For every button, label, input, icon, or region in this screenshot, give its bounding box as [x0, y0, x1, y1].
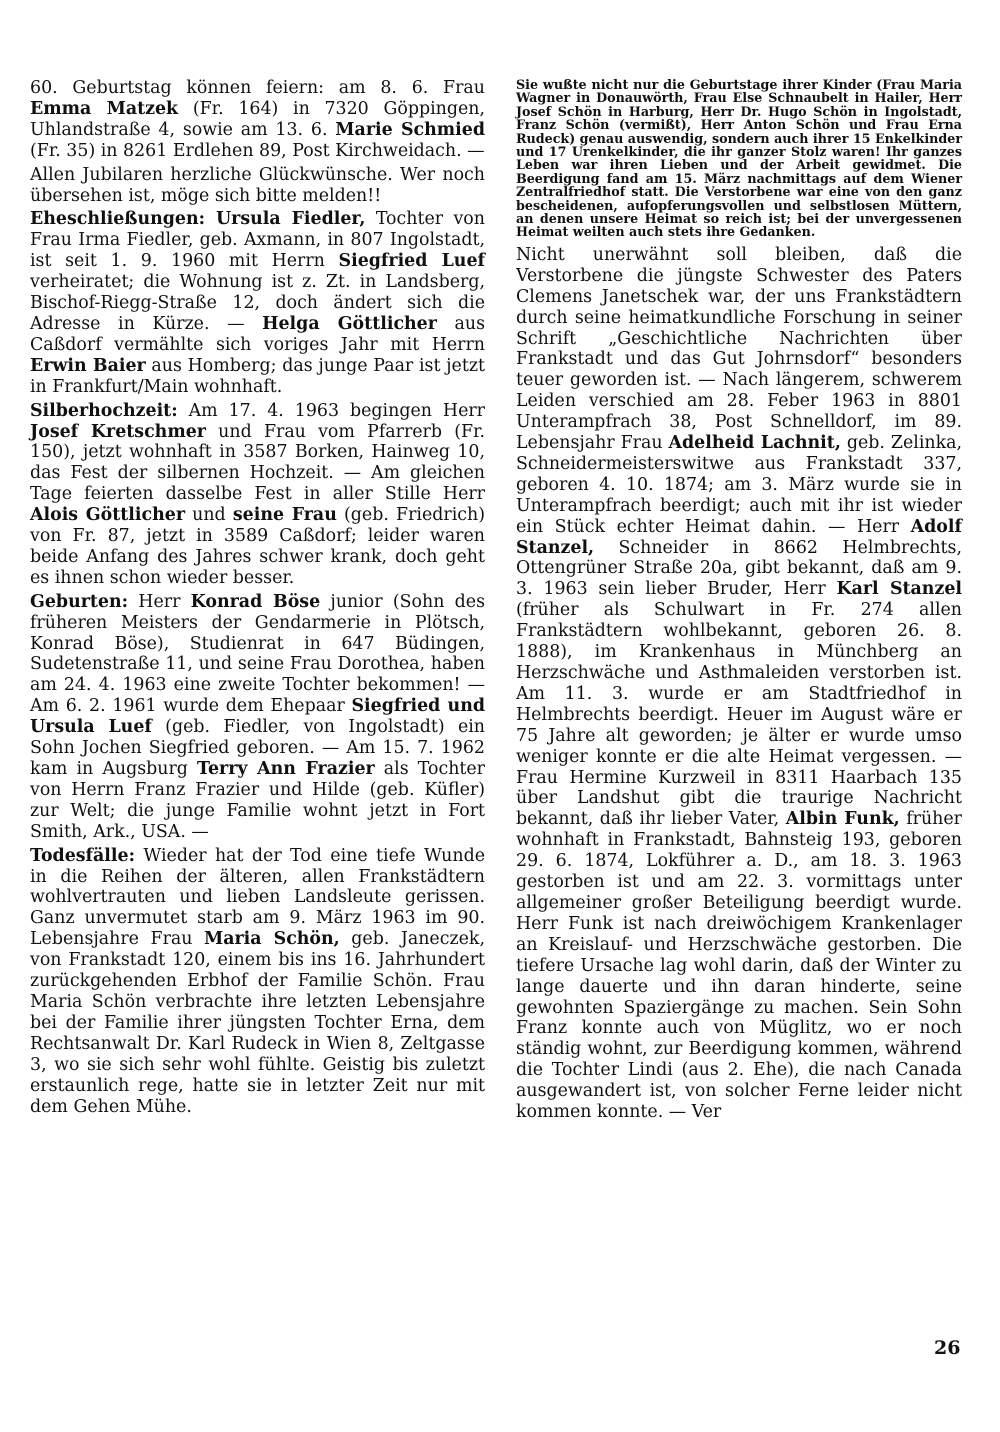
person-name: Marie Schmied: [335, 119, 486, 140]
page-number: 26: [934, 1337, 961, 1359]
person-name: seine Frau: [232, 505, 337, 526]
obituaries-paragraph: Nicht unerwähnt soll bleiben, daß die Verstorbene die jüngste Schwester des Paters Clemens Janetschek war, der uns Frankstädtern durch seine heimatkundliche Forschung in seiner Schrift „Geschichtliche Nachrichten über Frankstadt und das Gut Johrnsdorf“ besonders teuer geworden ist. — Nach längerem, schwerem Leiden verschied am 28. Feber 1963 in 8801 Unterampfrach 38, Post Schnelldorf, im 89. Lebensjahr Frau Adelheid Lachnit, geb. Zelinka, Schneidermeisterswitwe aus Frankstadt 337, geboren 4. 10. 1874; am 3. März wurde sie in Unterampfrach beerdigt; auch mit ihr ist wieder ein Stück echter Heimat dahin. — Herr Adolf Stanzel, Schneider in 8662 Helmbrechts, Ottengrüner Straße 20a, gibt bekannt, daß am 9. 3. 1963 sein lieber Bruder, Herr Karl Stanzel (früher als Schulwart in Fr. 274 allen Frankstädtern wohlbekannt, geboren 26. 8. 1888), im Krankenhaus in Münchberg an Herzschwäche und Asthmaleiden verstorben ist. Am 11. 3. wurde er am Stadtfriedhof in Helmbrechts beerdigt. Heuer im August wäre er 75 Jahre alt geworden; je älter er wurde umso weniger konnte er die alte Heimat vergessen. — Frau Hermine Kurzweil in 8311 Haarbach 135 über Landshut gibt die traurige Nachricht bekannt, daß ihr lieber Vater, Albin Funk, früher wohnhaft in Frankstadt, Bahnsteig 193, geboren 29. 6. 1874, Lokführer a. D., am 18. 3. 1963 gestorben ist und am 22. 3. vormittags unter allgemeiner großer Beteiligung beerdigt wurde. Herr Funk ist nach dreiwöchigem Krankenlager an Kreislauf- und Herzschwäche gestorben. Die tiefere Ursache lag wohl darin, daß der Winter zu lange dauerte und ihn daran hinderte, seine gewohnten Spaziergänge zu machen. Sein Sohn Franz konnte auch von Müglitz, wo er noch ständig wohnt, zur Beerdigung kommen, während die Tochter Lindi (aus 2. Ehe), die nach Canada ausgewandert ist, von solcher Ferne leider nicht kommen konnte. — Ver: [516, 244, 963, 1123]
congratulations-paragraph: Allen Jubilaren herzliche Glückwünsche. Wer noch übersehen ist, möge sich bitte melden!!: [30, 164, 485, 206]
left-column: [30, 78, 485, 1117]
person-name: Siegfried und Ursula Luef: [30, 696, 486, 738]
section-heading: Eheschließungen: Ursula Fiedler,: [30, 209, 366, 230]
right-column: [516, 78, 962, 1123]
person-name: Konrad Böse: [190, 591, 321, 612]
person-name: Albin Funk,: [785, 809, 900, 830]
person-name: Emma Matzek: [30, 98, 179, 119]
deaths-paragraph: Todesfälle: Wieder hat der Tod eine tiefe Wunde in die Reihen der älteren, allen Frankstädtern wohlvertrauten und lieben Landsleute gerissen. Ganz unvermutet starb am 9. März 1963 im 90. Lebensjahre Frau Maria Schön, geb. Janeczek, von Frankstadt 120, einem bis ins 16. Jahrhundert zurückgehenden Erbhof der Familie Schön. Frau Maria Schön verbrachte ihre letzten Lebensjahre bei der Familie ihrer jüngsten Tochter Erna, dem Rechtsanwalt Dr. Karl Rudeck in Wien 8, Zeltgasse 3, wo sie sich sehr wohl fühlte. Geistig bis zuletzt erstaunlich rege, hatte sie in letzter Zeit nur mit dem Gehen Mühe.: [30, 845, 485, 1117]
person-name: Alois Göttlicher: [30, 505, 185, 526]
section-heading: Silberhochzeit:: [30, 400, 178, 421]
person-name: Erwin Baier: [30, 355, 146, 376]
birthday-paragraph: 60. Geburtstag können feiern: am 8. 6. Frau Emma Matzek (Fr. 164) in 7320 Göppingen, Uhlandstraße 4, sowie am 13. 6. Marie Schmied (Fr. 35) in 8261 Erdlehen 89, Post Kirchweidach. —: [30, 78, 486, 161]
person-name: Adelheid Lachnit,: [668, 433, 841, 454]
person-name: Terry Ann Frazier: [197, 759, 375, 779]
person-name: Helga Göttlicher: [262, 313, 437, 334]
person-name: Siegfried Luef: [338, 251, 485, 272]
section-heading: Geburten:: [30, 591, 129, 612]
person-name: Maria Schön,: [204, 929, 340, 950]
person-name: Adolf Stanzel,: [516, 516, 962, 558]
section-heading: Todesfälle:: [30, 845, 136, 866]
births-paragraph: Geburten: Herr Konrad Böse junior (Sohn des früheren Meisters der Gendarmerie in Plötsch, Konrad Böse), Studienrat in 647 Büdingen, Sudetenstraße 11, und seine Frau Dorothea, haben am 24. 4. 1963 eine zweite Tochter bekommen! — Am 6. 2. 1961 wurde dem Ehepaar Siegfried und Ursula Luef (geb. Fiedler, von Ingolstadt) ein Sohn Jochen Siegfried geboren. — Am 15. 7. 1962 kam in Augsburg Terry Ann Frazier als Tochter von Herrn Franz Frazier und Hilde (geb. Küfler) zur Welt; die junge Familie wohnt jetzt in Fort Smith, Ark., USA. —: [30, 591, 486, 842]
marriages-paragraph: Eheschließungen: Ursula Fiedler, Tochter von Frau Irma Fiedler, geb. Axmann, in 807 Ingolstadt, ist seit 1. 9. 1960 mit Herrn Siegfried Luef verheiratet; die Wohnung ist z. Zt. in Landsberg, Bischof-Riegg-Straße 12, doch ändert sich die Adresse in Kürze. — Helga Göttlicher aus Caßdorf vermählte sich voriges Jahr mit Herrn Erwin Baier aus Homberg; das junge Paar ist jetzt in Frankfurt/Main wohnhaft.: [30, 209, 485, 397]
person-name: Josef Kretschmer: [30, 421, 206, 442]
silver-wedding-paragraph: Silberhochzeit: Am 17. 4. 1963 begingen Herr Josef Kretschmer und Frau vom Pfarrerb (Fr. 150), jetzt wohnhaft in 3587 Borken, Hainweg 10, das Fest der silbernen Hochzeit. — Am gleichen Tage feierten dasselbe Fest in aller Stille Herr Alois Göttlicher und seine Frau (geb. Friedrich) von Fr. 87, jetzt in 3589 Caßdorf; leider waren beide Anfang des Jahres schwer krank, doch geht es ihnen schon wieder besser.: [30, 400, 486, 588]
obituary-small-print: Sie wußte nicht nur die Geburtstage ihrer Kinder (Frau Maria Wagner in Donauwörth, Frau Else Schnaubelt in Hailer, Herr Josef Schön in Harburg, Herr Dr. Hugo Schön in Ingolstadt, Franz Schön (vermißt), Herr Anton Schön und Frau Erna Rudeck) genau auswendig, sondern auch ihrer 15 Enkelkinder und 17 Urenkelkinder, die ihr ganzer Stolz waren! Ihr ganzes Leben war ihren Lieben und der Arbeit gewidmet. Die Beerdigung fand am 15. März nachmittags auf dem Wiener Zentralfriedhof statt. Die Verstorbene war eine von den ganz bescheidenen, aufopferungsvollen und selbstlosen Müttern, an denen unsere Heimat so reich ist; bei der unvergessenen Heimat weilten auch stets ihre Gedanken.: [516, 77, 962, 240]
person-name: Karl Stanzel: [836, 579, 962, 600]
